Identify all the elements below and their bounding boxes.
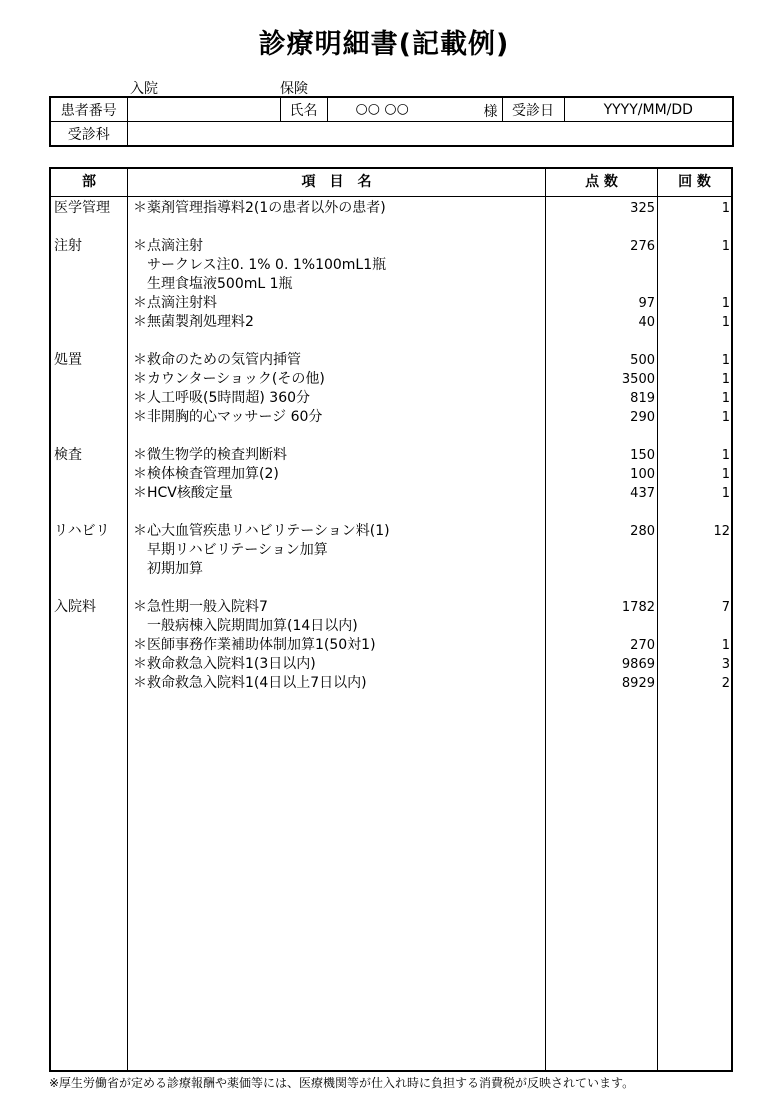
row-count: 1	[721, 239, 730, 254]
table-row	[51, 218, 731, 237]
row-item: ＊無菌製剤処理料2	[133, 314, 254, 330]
row-item: ＊非開胸的心マッサージ 60分	[133, 409, 323, 425]
table-row	[51, 256, 731, 275]
row-count: 1	[721, 448, 730, 463]
insurance-label: 保険	[280, 81, 308, 97]
table-row	[51, 522, 731, 541]
row-points: 276	[630, 239, 655, 254]
row-item: ＊急性期一般入院料7	[133, 599, 268, 615]
row-item: ＊救命のための気管内挿管	[133, 352, 301, 368]
row-count: 12	[713, 524, 730, 539]
column-header-count: 回 数	[678, 174, 711, 190]
row-count: 3	[721, 657, 730, 672]
table-row	[51, 598, 731, 617]
footer-note: ※厚生労働省が定める診療報酬や薬価等には、医療機関等が仕入れ時に負担する消費税が反映されています。	[49, 1076, 635, 1090]
row-count: 1	[721, 201, 730, 216]
patient-header-table	[49, 96, 734, 147]
row-points: 437	[630, 486, 655, 501]
row-item: ＊医師事務作業補助体制加算1(50対1)	[133, 637, 376, 653]
table-row	[51, 294, 731, 313]
row-count: 1	[721, 486, 730, 501]
honorific: 様	[483, 104, 498, 120]
row-item: 早期リハビリテーション加算	[147, 542, 328, 558]
row-points: 3500	[621, 372, 655, 387]
patient-name: ○○ ○○	[355, 101, 409, 117]
row-dept: 入院料	[54, 599, 96, 615]
column-header-item: 項 目 名	[301, 174, 372, 190]
row-item: サークレス注0. 1% 0. 1%100mL1瓶	[147, 257, 387, 273]
table-row	[51, 313, 731, 332]
visit-date-label: 受診日	[502, 97, 564, 122]
column-header-points: 点 数	[585, 174, 618, 190]
table-row	[51, 408, 731, 427]
row-count: 1	[721, 372, 730, 387]
row-count: 2	[721, 676, 730, 691]
row-count: 1	[721, 315, 730, 330]
name-cell	[327, 97, 502, 122]
row-item: ＊薬剤管理指導料2(1の患者以外の患者)	[133, 200, 386, 216]
row-item: ＊微生物学的検査判断料	[133, 447, 287, 463]
row-item: ＊救命救急入院料1(3日以内)	[133, 656, 316, 672]
row-item: ＊カウンターショック(その他)	[133, 371, 325, 387]
column-header-dept: 部	[82, 174, 96, 190]
patient-number-label: 患者番号	[50, 97, 127, 122]
row-dept: 注射	[54, 238, 82, 254]
row-item: ＊点滴注射	[133, 238, 203, 254]
row-points: 9869	[621, 657, 655, 672]
row-count: 1	[721, 391, 730, 406]
row-item: 生理食塩液500mL 1瓶	[147, 276, 293, 292]
row-dept: 医学管理	[54, 200, 110, 216]
name-label: 氏名	[280, 97, 327, 122]
row-count: 7	[721, 600, 730, 615]
row-item: ＊救命救急入院料1(4日以上7日以内)	[133, 675, 367, 691]
table-row	[51, 389, 731, 408]
table-row	[51, 199, 731, 218]
row-dept: 検査	[54, 447, 82, 463]
table-row	[51, 275, 731, 294]
row-points: 1782	[621, 600, 655, 615]
department-value	[127, 122, 733, 147]
table-row	[51, 560, 731, 579]
row-dept: 処置	[54, 352, 82, 368]
row-points: 325	[630, 201, 655, 216]
table-row	[51, 674, 731, 693]
table-row	[51, 484, 731, 503]
row-count: 1	[721, 638, 730, 653]
row-points: 8929	[621, 676, 655, 691]
row-dept: リハビリ	[54, 523, 110, 539]
department-label: 受診科	[50, 122, 127, 147]
row-item: ＊人工呼吸(5時間超) 360分	[133, 390, 311, 406]
row-points: 150	[630, 448, 655, 463]
row-count: 1	[721, 296, 730, 311]
row-points: 270	[630, 638, 655, 653]
table-row	[51, 636, 731, 655]
table-row	[51, 332, 731, 351]
visit-date-value: YYYY/MM/DD	[564, 97, 733, 122]
row-points: 40	[638, 315, 655, 330]
row-points: 97	[638, 296, 655, 311]
table-row	[51, 465, 731, 484]
row-item: 初期加算	[147, 561, 203, 577]
table-row	[51, 427, 731, 446]
row-item: ＊検体検査管理加算(2)	[133, 466, 279, 482]
table-row	[51, 541, 731, 560]
row-count: 1	[721, 467, 730, 482]
page-title: 診療明細書(記載例)	[258, 29, 510, 60]
table-row	[51, 237, 731, 256]
row-points: 100	[630, 467, 655, 482]
table-row	[51, 370, 731, 389]
detail-table	[49, 167, 733, 1072]
row-count: 1	[721, 410, 730, 425]
row-points: 290	[630, 410, 655, 425]
row-item: 一般病棟入院期間加算(14日以内)	[147, 618, 358, 634]
inpatient-label: 入院	[130, 81, 158, 97]
table-row	[51, 617, 731, 636]
header-divider	[51, 196, 731, 197]
row-item: ＊心大血管疾患リハビリテーション料(1)	[133, 523, 390, 539]
row-points: 280	[630, 524, 655, 539]
table-row	[51, 655, 731, 674]
row-item: ＊HCV核酸定量	[133, 485, 233, 501]
table-row	[51, 446, 731, 465]
table-row	[51, 351, 731, 370]
table-row	[51, 503, 731, 522]
row-count: 1	[721, 353, 730, 368]
table-row	[51, 579, 731, 598]
row-item: ＊点滴注射料	[133, 295, 217, 311]
patient-number-value	[127, 97, 280, 122]
row-points: 819	[630, 391, 655, 406]
row-points: 500	[630, 353, 655, 368]
